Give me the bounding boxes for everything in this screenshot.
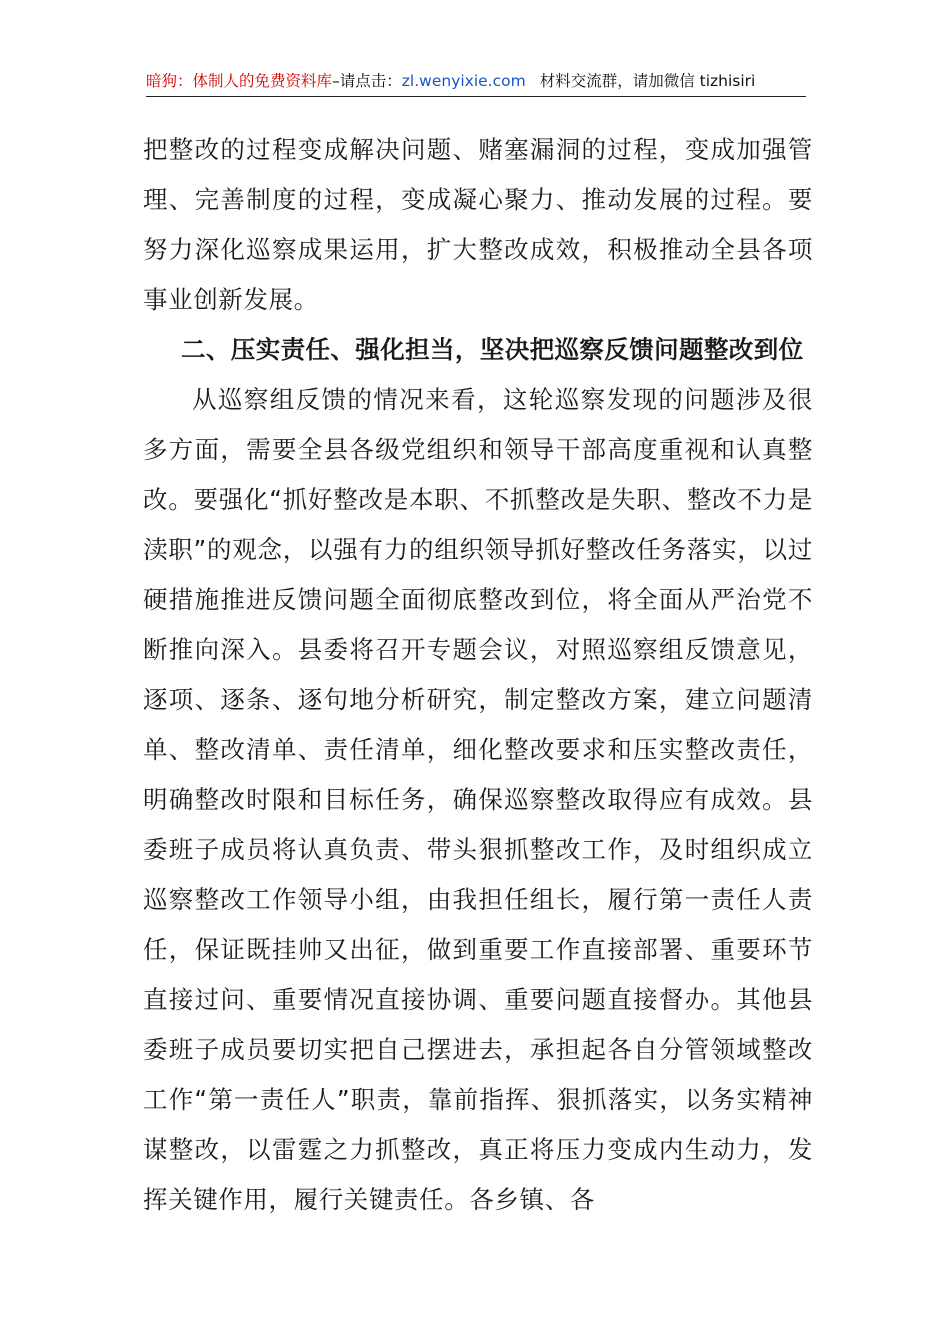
header-wechat-note: 材料交流群，请加微信 tizhisiri: [539, 72, 756, 90]
section-heading: 二、压实责任、强化担当，坚决把巡察反馈问题整改到位: [181, 335, 804, 364]
paragraph-main: 从巡察组反馈的情况来看，这轮巡察发现的问题涉及很多方面，需要全县各级党组织和领导干部高度重视和认真整改。要强化“抓好整改是本职、不抓整改是失职、整改不力是渎职”的观念，以强有力的组织领导抓好整改任务落实，以过硬措施推进反馈问题全面彻底整改到位，将全面从严治党不断推向深入。县委将召开专题会议，对照巡察组反馈意见，逐项、逐条、逐句地分析研究，制定整改方案，建立问题清单、整改清单、责任清单，细化整改要求和压实整改责任，明确整改时限和目标任务，确保巡察整改取得应有成效。县委班子成员将认真负责、带头狠抓整改工作，及时组织成立巡察整改工作领导小组，由我担任组长，履行第一责任人责任，保证既挂帅又出征，做到重要工作直接部署、重要环节直接过问、重要情况直接协调、重要问题直接督办。其他县委班子成员要切实把自己摆进去，承担起各自分管领域整改工作“第一责任人”职责，靠前指挥、狠抓落实，以务实精神谋整改，以雷霆之力抓整改，真正将压力变成内生动力，发挥关键作用，履行关键责任。各乡镇、各: [143, 385, 813, 1214]
header-click-prompt: –请点击：: [332, 72, 402, 90]
header-link[interactable]: zl.wenyixie.com: [401, 72, 526, 90]
header-brand: 暗狗：体制人的免费资料库: [146, 72, 333, 90]
document-body: [143, 125, 813, 1225]
paragraph-continuation: 把整改的过程变成解决问题、赌塞漏洞的过程，变成加强管理、完善制度的过程，变成凝心聚力、推动发展的过程。要努力深化巡察成果运用，扩大整改成效，积极推动全县各项事业创新发展。: [143, 135, 813, 314]
page-header: [146, 70, 806, 97]
